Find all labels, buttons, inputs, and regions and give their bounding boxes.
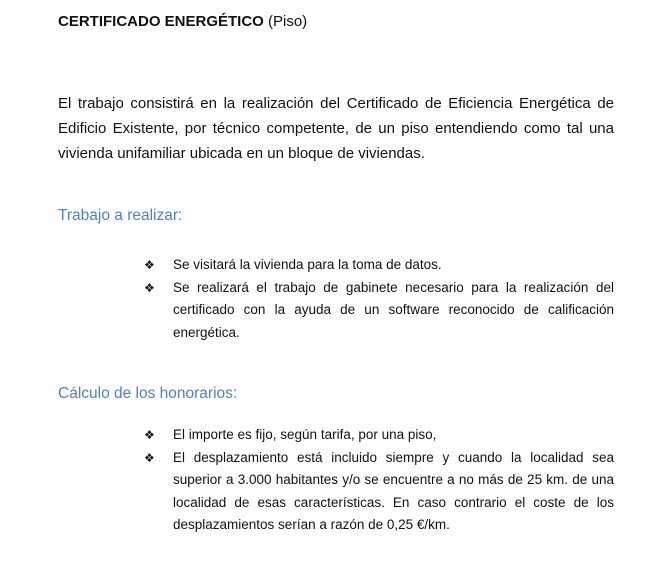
diamond-bullet-icon: ❖ <box>144 280 155 295</box>
trabajo-list <box>144 254 614 344</box>
list-item-text: Se visitará la vivienda para la toma de datos. <box>173 257 442 272</box>
honorarios-list <box>144 424 614 537</box>
list-item <box>144 424 614 447</box>
list-item-text: Se realizará el trabajo de gabinete necesario para la realización del certificado con la ayuda de un software reconocido de calificación energética. <box>173 279 614 340</box>
intro-paragraph: El trabajo consistirá en la realización del Certificado de Eficiencia Energética de Edificio Existente, por técnico competente, de un piso entendiendo como tal una vivienda unifamiliar ubicada en un bloque de viviendas. <box>58 95 614 162</box>
title-main: CERTIFICADO ENERGÉTICO <box>58 13 264 30</box>
diamond-bullet-icon: ❖ <box>144 258 155 272</box>
list-item-text: El importe es fijo, según tarifa, por una piso, <box>173 427 437 442</box>
list-item <box>144 447 614 537</box>
section-heading-trabajo: Trabajo a realizar: <box>58 207 183 224</box>
title-suffix: (Piso) <box>263 13 308 30</box>
diamond-bullet-icon: ❖ <box>144 450 155 465</box>
section-heading-honorarios: Cálculo de los honorarios: <box>58 385 238 402</box>
diamond-bullet-icon: ❖ <box>144 428 155 442</box>
list-item <box>144 254 614 277</box>
list-item-text: El desplazamiento está incluido siempre y cuando la localidad sea superior a 3.000 habitantes y/o se encuentre a no más de 25 km. de una localidad de esas características. En caso contrario el coste de los desplazamientos serían a razón de 0,25 €/km. <box>173 449 614 532</box>
list-item <box>144 277 614 345</box>
document-title <box>58 11 307 33</box>
